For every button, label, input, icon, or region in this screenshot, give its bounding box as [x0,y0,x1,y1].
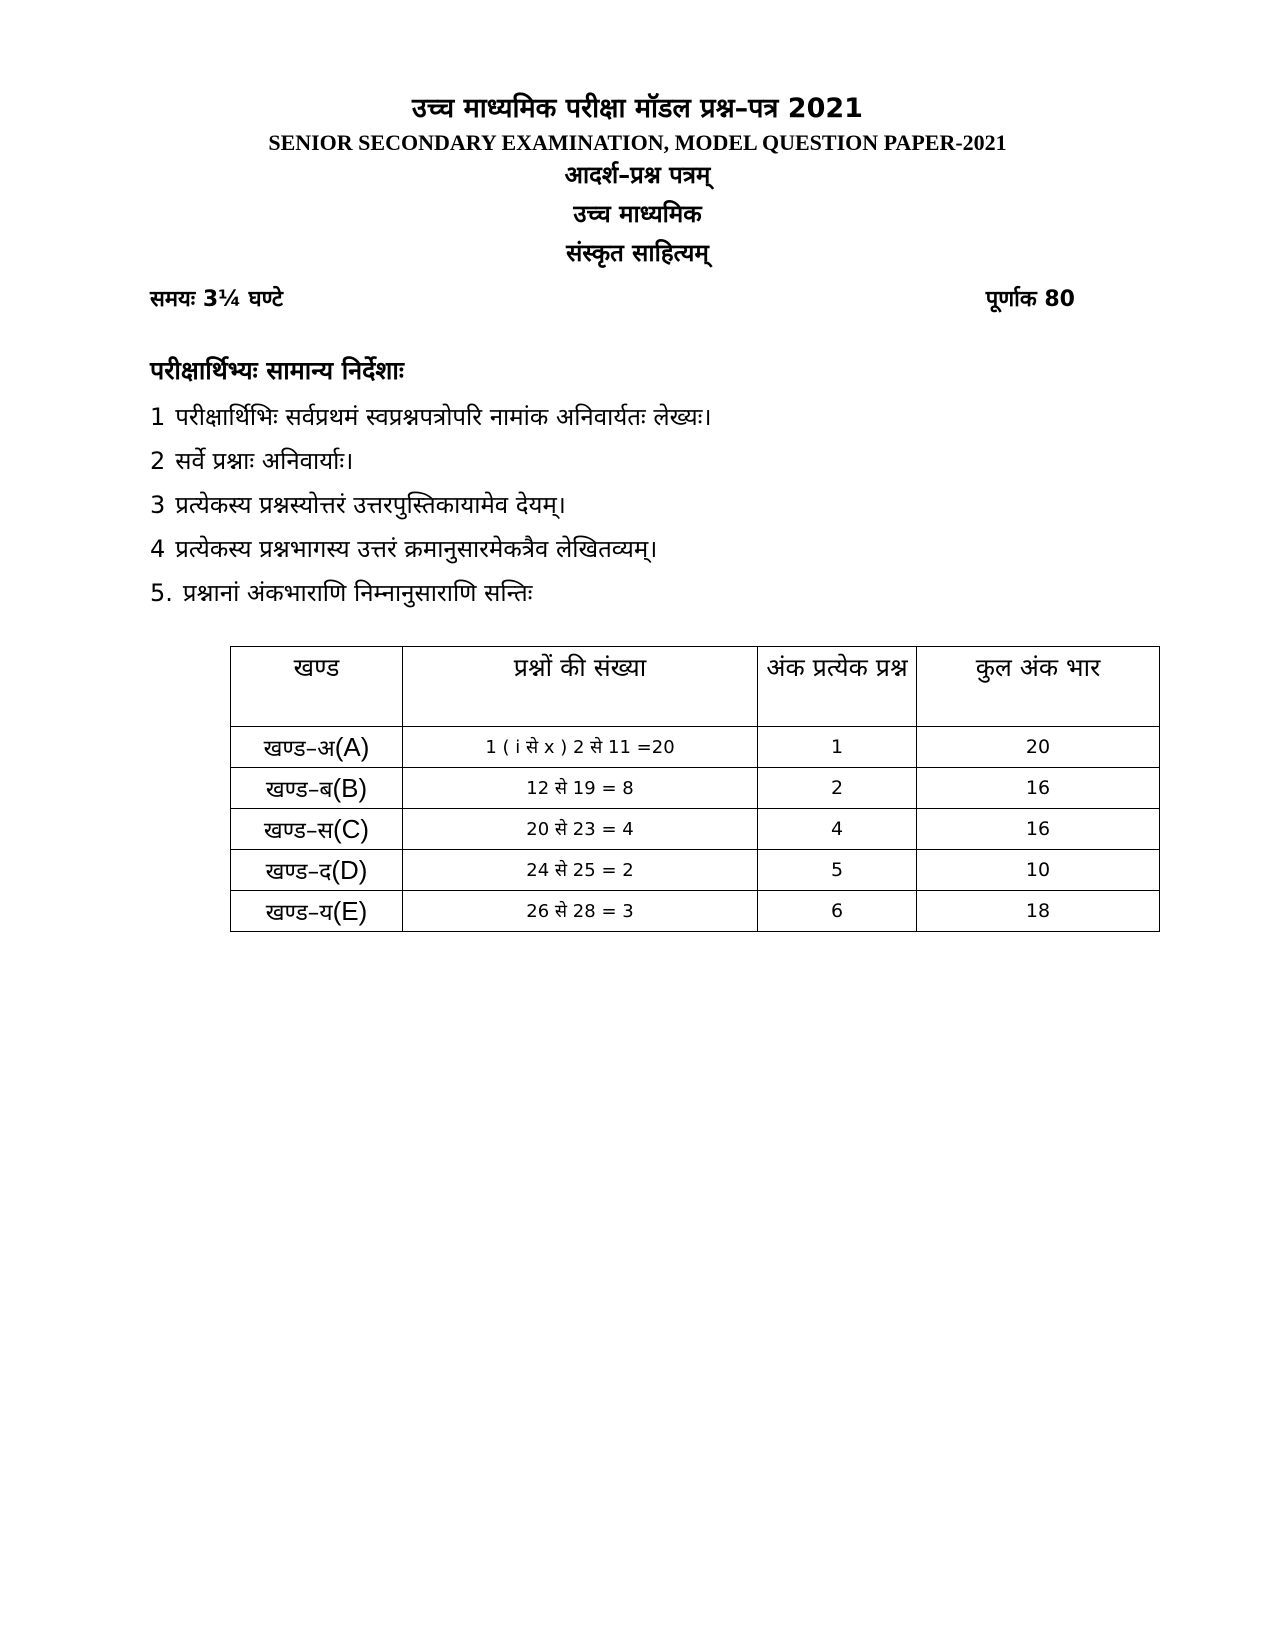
header-section: खण्ड [231,647,403,727]
instructions-heading: परीक्षार्थिभ्यः सामान्य निर्देशाः [150,356,404,385]
instruction-item [150,571,712,615]
section-letter: (A) [334,732,370,762]
exam-time: समयः 3¼ घण्टे [150,287,283,312]
marks-each-cell: 6 [758,891,917,932]
table-row [231,850,1160,891]
table-row [231,727,1160,768]
instruction-number: 1 [150,403,166,431]
section-letter: (B) [332,773,368,803]
full-marks: पूर्णाक 80 [985,287,1075,312]
section-cell [231,809,403,850]
question-range-cell: 12 से 19 = 8 [403,768,758,809]
marks-each-cell: 2 [758,768,917,809]
total-marks-cell: 10 [917,850,1160,891]
instruction-text: सर्वे प्रश्नाः अनिवार्याः। [175,447,354,475]
header-marks-each: अंक प्रत्येक प्रश्न [758,647,917,727]
section-cell [231,891,403,932]
header-total-marks: कुल अंक भार [917,647,1160,727]
section-letter: (C) [333,814,370,844]
instruction-item [150,439,712,483]
section-letter: (D) [331,855,368,885]
total-marks-cell: 16 [917,809,1160,850]
subtitle-subject: संस्कृत साहित्यम् [566,239,709,267]
table-row [231,768,1160,809]
header-question-count: प्रश्नों की संख्या [403,647,758,727]
question-range-cell: 20 से 23 = 4 [403,809,758,850]
section-prefix: खण्ड–य [265,900,333,926]
total-marks-cell: 20 [917,727,1160,768]
instruction-item [150,527,712,571]
question-range-cell: 1 ( i से x ) 2 से 11 =20 [403,727,758,768]
instruction-text: प्रश्नानां अंकभाराणि निम्नानुसाराणि सन्तिः [182,579,533,607]
marks-each-cell: 5 [758,850,917,891]
question-range-cell: 24 से 25 = 2 [403,850,758,891]
table-row [231,809,1160,850]
total-marks-cell: 16 [917,768,1160,809]
marks-distribution-table [230,646,1160,932]
section-prefix: खण्ड–अ [263,736,335,762]
marks-each-cell: 4 [758,809,917,850]
subtitle-model-paper: आदर्श–प्रश्न पत्रम् [564,161,711,189]
section-prefix: खण्ड–द [265,859,332,885]
marks-each-cell: 1 [758,727,917,768]
instruction-text: प्रत्येकस्य प्रश्नभागस्य उत्तरं क्रमानुसारमेकत्रैव लेखितव्यम्। [175,535,658,563]
table-header-row [231,647,1160,727]
instruction-item [150,395,712,439]
section-cell [231,727,403,768]
section-prefix: खण्ड–ब [265,777,333,803]
instructions-list [150,395,712,615]
instruction-number: 3 [150,491,166,519]
instruction-text: प्रत्येकस्य प्रश्नस्योत्तरं उत्तरपुस्तिकायामेव देयम्। [175,491,566,519]
section-cell [231,850,403,891]
section-cell [231,768,403,809]
instruction-text: परीक्षार्थिभिः सर्वप्रथमं स्वप्रश्नपत्रोपरि नामांक अनिवार्यतः लेख्यः। [175,403,712,431]
instruction-number: 5. [150,579,173,607]
question-range-cell: 26 से 28 = 3 [403,891,758,932]
instruction-item [150,483,712,527]
total-marks-cell: 18 [917,891,1160,932]
instruction-number: 4 [150,535,166,563]
section-prefix: खण्ड–स [263,818,333,844]
title-english: SENIOR SECONDARY EXAMINATION, MODEL QUESTION PAPER-2021 [268,130,1007,155]
subtitle-level: उच्च माध्यमिक [573,200,702,228]
instruction-number: 2 [150,447,166,475]
table-row [231,891,1160,932]
section-letter: (E) [332,896,368,926]
title-hindi: उच्च माध्यमिक परीक्षा मॉडल प्रश्न–पत्र 2021 [412,93,863,124]
